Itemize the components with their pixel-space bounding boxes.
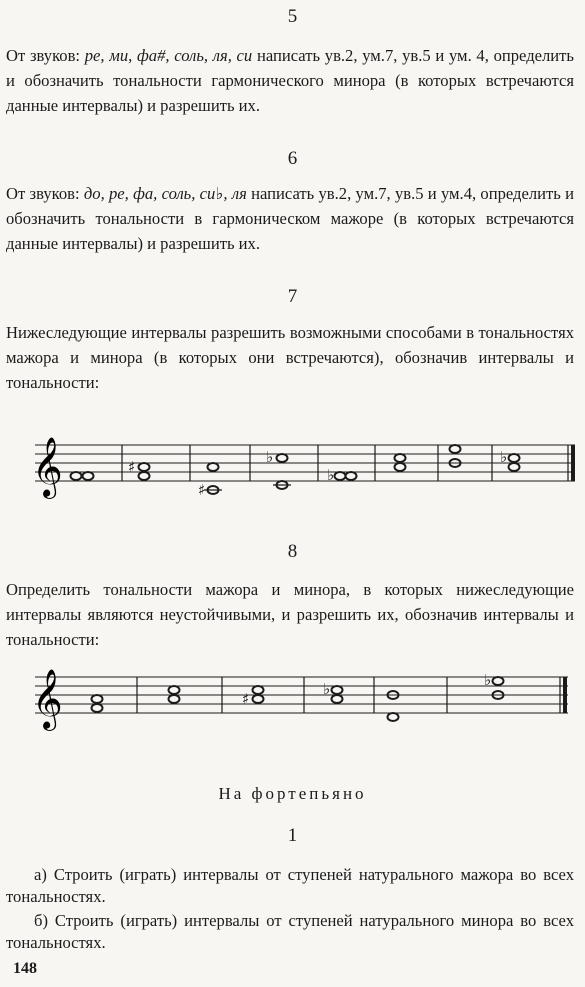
exercise-7-text: Нижеследующие интервалы разрешить возможными способами в тональностях мажора и минора (в которых они встречаются), обозначив интервалы и тональности: [6, 323, 574, 392]
staff-lines [35, 445, 575, 481]
exercise-8-number: 8 [287, 541, 298, 562]
treble-clef-icon: 𝄞 [32, 437, 63, 497]
whole-note [71, 472, 82, 480]
sharp-icon: ♯ [242, 690, 250, 708]
sharp-icon: ♯ [198, 481, 206, 499]
whole-note [395, 454, 406, 462]
whole-note [346, 472, 357, 480]
whole-note [450, 445, 461, 453]
whole-note [83, 472, 94, 480]
flat-icon: ♭ [323, 680, 331, 698]
whole-note [332, 686, 343, 694]
whole-note [92, 704, 103, 712]
exercise-5-text [6, 43, 574, 118]
whole-note [208, 463, 219, 471]
music-staff-exercise-7 [0, 430, 585, 500]
whole-note [253, 686, 264, 694]
ex6-notes: до, ре, фа, соль, си♭, ля [83, 184, 247, 203]
whole-note [139, 463, 150, 471]
ex6-text-before: От звуков: [6, 184, 84, 203]
exercise-6-text [6, 181, 574, 256]
whole-note [509, 454, 520, 462]
whole-note [509, 463, 520, 471]
whole-note [395, 463, 406, 471]
flat-icon: ♭ [266, 448, 274, 466]
sharp-icon: ♯ [128, 458, 136, 476]
flat-icon: ♭ [500, 448, 508, 466]
piano-item-a: а) Строить (играть) интервалы от ступеней натурального мажора во всех тональностях. [6, 865, 574, 906]
ex5-notes: ре, ми, фа#, соль, ля, си [84, 46, 253, 65]
piano-section-heading: На фортепьяно [218, 784, 367, 803]
piano-item-b: б) Строить (играть) интервалы от ступеней натурального минора во всех тональностях. [6, 911, 574, 952]
music-staff-exercise-8 [0, 662, 585, 732]
ex6-text-after: написать ув.2, ум.7, ув.5 и ум.4, определить и обозначить тональности в гармоническом мажоре (в которых встречаются данные интервалы) и разрешить их. [6, 184, 574, 253]
exercise-7-number: 7 [287, 286, 298, 307]
page-number: 148 [13, 960, 37, 977]
ex5-text-before: От звуков: [6, 46, 85, 65]
treble-clef-icon: 𝄞 [32, 669, 63, 729]
flat-icon: ♭ [484, 671, 492, 689]
ex5-text-after: написать ув.2, ум.7, ув.5 и ум. 4, определить и обозначить тональности гармонического минора (в которых встречаются данные интервалы) и разрешить их. [6, 46, 574, 115]
exercise-6-number: 6 [287, 148, 298, 169]
whole-note [253, 695, 264, 703]
piano-exercise-1-number: 1 [287, 825, 298, 846]
whole-note [277, 454, 288, 462]
whole-note [335, 472, 346, 480]
whole-note [139, 472, 150, 480]
whole-note [332, 695, 343, 703]
whole-note [169, 686, 180, 694]
whole-note [388, 713, 399, 721]
whole-note [493, 677, 504, 685]
flat-icon: ♭ [327, 466, 335, 484]
whole-note [92, 695, 103, 703]
exercise-5-number: 5 [287, 6, 298, 27]
exercise-8-text: Определить тональности мажора и минора, в которых нижеследующие интервалы являются неустойчивыми, и разрешить их, обозначив интервалы и тональности: [6, 580, 574, 649]
whole-note [169, 695, 180, 703]
